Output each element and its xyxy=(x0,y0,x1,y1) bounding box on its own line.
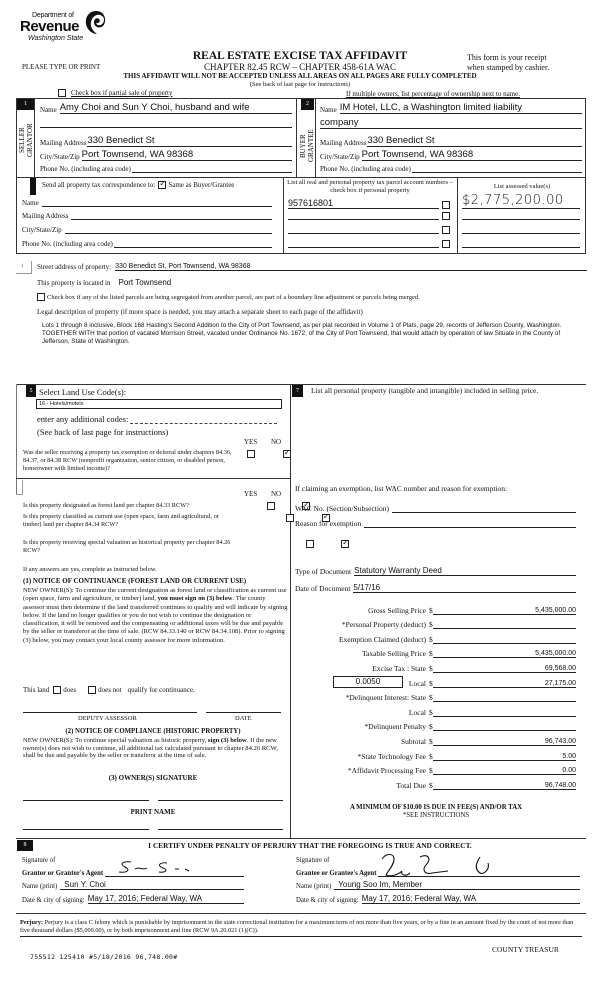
notice2-text-part-a: NEW OWNER(S): To continue special valuation as historic property, xyxy=(23,737,208,744)
if-yes-note: If any answers are yes, complete as instructed below. xyxy=(23,566,157,573)
deputy-assessor-signature-line[interactable] xyxy=(23,712,197,713)
perjury-text: Perjury is a class C felony which is punishable by imprisonment in the state correctional institution for a maximum term of not more than five years, or by a fine in an amount fixed by the court of not more than five thousand dollars ($5,000.00), or by both imprisonment and fine (RCW 9A.20.021 (1)(C)). xyxy=(20,919,574,934)
tax-row-excise-local xyxy=(300,673,576,688)
grantee-signature-label-2: Grantee or Grantee's Agent xyxy=(296,870,377,877)
section-4-marker xyxy=(16,261,32,274)
wac-label: WAC No. (Section/Subsection) xyxy=(295,504,389,513)
land-use-see-back: (See back of last page for instructions) xyxy=(37,427,169,437)
grantor-signature-row xyxy=(22,865,244,877)
tax-row-delinquent-interest-local xyxy=(300,702,576,717)
owner-signature-line-2[interactable] xyxy=(158,800,283,801)
corr-address-row xyxy=(22,212,272,220)
tax-row-total-due xyxy=(300,775,576,790)
buyer-label: BUYER xyxy=(299,134,307,158)
tax-row-value[interactable] xyxy=(433,620,576,629)
notice1-text-part-b: . The county assessor must then determine if the land transferred continues to qualify and will indicate by signing below. If the land no longer qualifies or you do not wish to continue the designation or classification, it will be removed and the compensating or additional taxes will be due and payable by the seller or transferor at the time of sale. (RCW 84.33.140 or RCW 84.34.108). Prior to signing (3) below, you may contact your local county assessor for more information. xyxy=(23,595,288,644)
section-8-number: 8 xyxy=(17,840,33,851)
tax-row-value[interactable]: 5,435,000.00 xyxy=(433,607,576,615)
deputy-assessor-label: DEPUTY ASSESSOR xyxy=(78,715,137,722)
correspondence-divider-1 xyxy=(283,178,284,254)
dor-logo xyxy=(20,10,100,52)
tax-row-value[interactable] xyxy=(433,693,576,702)
section-1-number: 1 xyxy=(17,99,34,110)
personal-property-checkbox[interactable] xyxy=(442,201,450,209)
dor-swirl-icon xyxy=(84,10,106,36)
buyer-name-row xyxy=(320,102,582,114)
legal-description-field[interactable]: Lots 1 through 8 inclusive, Block 168 Hasting's Second Addition to the City of Port Townsend, as per plat recorded in Volume 1 of Plats, page 29, records of Jefferson County, Washington. TOGETHER WITH that portion of vacated Morrison Street, vacated under Ordinance No. 1672, of the City of Port Townsend, that would attach by operation of law Situate in the County of Jefferson, State of Washington. xyxy=(42,322,562,345)
tax-row-value[interactable]: 96,748.00 xyxy=(433,782,576,790)
assessed-value-field[interactable] xyxy=(462,193,580,209)
seller-label: SELLER xyxy=(18,127,26,154)
document-date-row xyxy=(295,583,576,593)
grantee-date-label: Date & city of signing: xyxy=(296,897,359,904)
q1-no-checkbox[interactable] xyxy=(283,450,291,458)
tax-row-personal-property xyxy=(300,615,576,630)
tax-row-excise-state xyxy=(300,658,576,673)
exemption-reason-field[interactable] xyxy=(364,519,576,528)
corr-phone-field[interactable] xyxy=(114,240,272,248)
dollar-sign: $ xyxy=(429,663,433,673)
wac-field[interactable] xyxy=(392,504,576,513)
does-label: does xyxy=(63,686,77,694)
grantee-name-field[interactable]: Young Soo Im, Member xyxy=(334,880,580,890)
owner-signature-label: (3) OWNER(S) SIGNATURE xyxy=(108,774,198,782)
tax-row-label: Excise Tax : State xyxy=(372,663,426,673)
land-use-select-label: Select Land Use Code(s): xyxy=(39,387,127,397)
dollar-sign: $ xyxy=(429,620,433,630)
certification-title: I CERTIFY UNDER PENALTY OF PERJURY THAT THE FOREGOING IS TRUE AND CORRECT. xyxy=(148,842,472,850)
grantor-name-row xyxy=(22,880,244,890)
section-8-top-border xyxy=(16,838,586,839)
q1-yes-header: YES xyxy=(244,438,258,446)
grantor-date-field[interactable]: May 17, 2016; Federal Way, WA xyxy=(88,894,244,904)
grantee-signature-field[interactable] xyxy=(378,865,580,877)
this-land-label: This land xyxy=(23,686,50,694)
notice-continuance-title: (1) NOTICE OF CONTINUANCE (FOREST LAND OR CURRENT USE) xyxy=(23,577,247,585)
partial-sale-row xyxy=(58,89,172,97)
tax-row-label: *Personal Property (deduct) xyxy=(341,620,426,630)
parcel-header: List all real and personal property tax parcel account numbers – check box if personal property xyxy=(287,179,453,194)
street-address-label: Street address of property: xyxy=(37,263,112,271)
tax-row-label: *Affidavit Processing Fee xyxy=(347,766,426,776)
forest-question-1: Is this property designated as forest land per chapter 84.33 RCW? xyxy=(23,502,189,509)
seller-address-row xyxy=(40,135,292,147)
assessed-value-field[interactable] xyxy=(462,247,580,248)
tax-row-label: *Delinquent Penalty xyxy=(364,722,426,732)
notice2-bold: sign (3) below xyxy=(207,737,247,744)
seller-name-label: Name xyxy=(40,106,57,114)
grantor-name-label: Name (print) xyxy=(22,883,58,890)
perjury-label: Perjury: xyxy=(20,919,44,926)
forest-no-header: NO xyxy=(271,490,282,498)
dollar-sign: $ xyxy=(429,678,433,688)
local-rate-field[interactable]: 0.0050 xyxy=(333,676,403,688)
tax-row-taxable-selling-price xyxy=(300,644,576,659)
forest-q2-yes-checkbox[interactable] xyxy=(286,514,294,522)
parcel-number-field[interactable] xyxy=(288,239,439,248)
does-checkbox[interactable] xyxy=(53,686,61,694)
dollar-sign: $ xyxy=(429,751,433,761)
parcel-number-field[interactable]: 957616801 xyxy=(288,198,439,209)
notice1-text-part-a: NEW OWNER(S): To continue the current designation as forest land or classification as current use (open space, farm and agriculture, or timber) land, xyxy=(23,587,287,603)
buyer-address-field[interactable]: 330 Benedict St xyxy=(367,135,582,147)
partial-sale-label: Check box if partial sale of property xyxy=(71,89,173,97)
tax-row-value[interactable]: 5,435,000.00 xyxy=(433,650,576,658)
parcel-row xyxy=(288,211,450,220)
see-back-note: (See back of last page for instructions) xyxy=(249,81,351,88)
dollar-sign: $ xyxy=(429,693,433,703)
completion-warning: THIS AFFIDAVIT WILL NOT BE ACCEPTED UNLESS ALL AREAS ON ALL PAGES ARE FULLY COMPLETED xyxy=(123,72,477,80)
street-address-field[interactable]: 330 Benedict St, Port Townsend, WA 98368 xyxy=(115,263,587,271)
notice2-text-part-b: . If the new owner(s) does not wish to continue, all additional tax calculated pursuant to chapter 84.26 RCW, shall be due and payable by the seller or transferor at the time of sale. xyxy=(23,737,278,759)
q1-yes-checkbox[interactable] xyxy=(247,450,255,458)
section-4-number: 4 xyxy=(21,264,24,269)
buyer-name-field-2[interactable]: company xyxy=(320,117,582,129)
please-type-note: PLEASE TYPE OR PRINT xyxy=(22,63,101,71)
grantor-name-field[interactable]: Sun Y. Choi xyxy=(60,880,244,890)
seller-phone-label: Phone No. (including area code) xyxy=(40,165,131,173)
dollar-sign: $ xyxy=(429,766,433,776)
section-7-number: 7 xyxy=(292,385,303,397)
tax-row-technology-fee xyxy=(300,746,576,761)
grantor-date-label: Date & city of signing: xyxy=(22,897,85,904)
seller-address-label: Mailing Address xyxy=(40,139,87,147)
tax-row-label: Gross Selling Price xyxy=(368,605,426,615)
logo-dept-text: Department of xyxy=(32,12,74,19)
same-as-buyer-label: Same as Buyer/Grantee xyxy=(168,181,235,189)
notice-compliance-text xyxy=(23,737,288,760)
grantee-date-field[interactable]: May 17, 2016; Federal Way, WA xyxy=(362,894,580,904)
grantee-label: GRANTEE xyxy=(307,129,315,163)
assessed-value-field[interactable] xyxy=(462,233,580,234)
corr-address-field[interactable] xyxy=(71,212,272,220)
grantee-signature-label-1: Signature of xyxy=(296,857,330,864)
buyer-phone-label: Phone No. (including area code) xyxy=(320,165,411,173)
section-3-number: 3 xyxy=(30,178,36,195)
tax-row-label: Local xyxy=(408,678,426,688)
form-subtitle: CHAPTER 82.45 RCW – CHAPTER 458-61A WAC xyxy=(204,62,396,72)
tax-table xyxy=(300,600,576,790)
buyer-phone-field[interactable] xyxy=(412,164,582,173)
parcel-row xyxy=(288,239,450,248)
does-not-checkbox[interactable] xyxy=(88,686,96,694)
seller-name-field[interactable]: Amy Choi and Sun Y Choi, husband and wife xyxy=(60,102,292,114)
exemption-reason-label: Reason for exemption xyxy=(295,519,362,528)
grantee-signature-row xyxy=(296,865,580,877)
print-name-line-1[interactable] xyxy=(23,829,149,830)
footer-top-border xyxy=(16,913,586,914)
tax-row-value[interactable]: 27,175.00 xyxy=(433,680,576,688)
tax-row-label: Total Due xyxy=(396,780,426,790)
tax-row-exemption-claimed xyxy=(300,629,576,644)
grantor-signature-scribble-icon xyxy=(113,859,203,877)
local-rate-wrap xyxy=(300,676,426,688)
forest-q3-yes-checkbox[interactable] xyxy=(306,540,314,548)
cashier-stamp: 755512 125410 #5/18/2016 96,748.00# xyxy=(30,953,178,961)
tax-row-label: *Delinquent Interest: State xyxy=(345,693,426,703)
tax-row-value[interactable]: 96,743.00 xyxy=(433,738,576,746)
document-type-row xyxy=(295,566,576,576)
seller-city-row xyxy=(40,149,292,161)
grantor-signature-label-1: Signature of xyxy=(22,857,56,864)
buyer-city-label: City/State/Zip xyxy=(320,153,360,161)
additional-codes-field[interactable] xyxy=(130,415,277,424)
partial-sale-checkbox[interactable] xyxy=(58,89,66,97)
assessed-value-handwritten: $2,775,200.00 xyxy=(462,193,564,208)
exemption-reason-row xyxy=(295,519,576,528)
buyer-phone-row xyxy=(320,164,582,173)
tax-row-label: Exemption Claimed (deduct) xyxy=(338,634,426,644)
corr-name-field[interactable] xyxy=(42,199,272,207)
see-instructions-note: *SEE INSTRUCTIONS xyxy=(402,812,470,819)
tax-row-delinquent-interest-state xyxy=(300,688,576,703)
owner-signature-line-1[interactable] xyxy=(23,800,149,801)
logo-revenue-text: Revenue xyxy=(20,18,80,35)
legal-description-label: Legal description of property (if more space is needed, you may attach a separate sheet to each page of the affidavit) xyxy=(37,308,363,316)
personal-property-checkbox[interactable] xyxy=(442,212,450,220)
tax-row-processing-fee xyxy=(300,761,576,776)
seller-city-label: City/State/Zip xyxy=(40,153,80,161)
correspondence-divider-2 xyxy=(457,178,458,254)
buyer-name-label: Name xyxy=(320,106,337,114)
tax-row-gross-selling-price xyxy=(300,600,576,615)
assessed-value-field[interactable] xyxy=(462,219,580,220)
corr-city-field[interactable] xyxy=(65,226,272,234)
notice-continuance-text xyxy=(23,587,288,645)
buyer-city-field[interactable]: Port Townsend, WA 98368 xyxy=(362,149,582,161)
notice-compliance-title: (2) NOTICE OF COMPLIANCE (HISTORIC PROPERTY) xyxy=(65,728,241,735)
land-use-code-field[interactable]: 16 - Hotels/motels xyxy=(36,399,282,409)
wac-row xyxy=(295,504,576,513)
located-in-row xyxy=(37,278,171,287)
parcel-row xyxy=(288,198,450,209)
parties-divider xyxy=(296,98,297,178)
forest-q3-no-checkbox[interactable] xyxy=(341,540,349,548)
section-6-top-border xyxy=(16,478,290,479)
date-label: DATE xyxy=(235,715,252,722)
document-date-field[interactable]: 5/17/16 xyxy=(353,583,576,593)
dollar-sign: $ xyxy=(429,736,433,746)
corr-phone-row xyxy=(22,240,272,248)
notice1-bold: you must sign on (3) below xyxy=(157,595,233,603)
segregated-label: Check box if any of the listed parcels are being segregated from another parcel, are part of a boundary line adjustment or parcels being merged. xyxy=(47,294,420,301)
seller-phone-row xyxy=(40,164,292,173)
tax-row-value[interactable]: 0.00 xyxy=(433,767,576,775)
grantor-date-row xyxy=(22,894,244,904)
section-6-marker xyxy=(16,480,23,495)
additional-codes-label: enter any additional codes: xyxy=(37,414,129,424)
corr-phone-label: Phone No. (including area code) xyxy=(22,240,113,248)
personal-property-field[interactable] xyxy=(300,410,580,470)
tax-row-delinquent-penalty xyxy=(300,717,576,732)
document-type-field[interactable]: Statutory Warranty Deed xyxy=(354,566,576,576)
does-not-label: does not xyxy=(98,686,122,694)
located-in-label: This property is located in xyxy=(37,279,111,287)
buyer-name-field[interactable]: IM Hotel, LLC, a Washington limited liability xyxy=(340,102,582,114)
section-2-number: 2 xyxy=(301,99,314,110)
personal-property-checkbox[interactable] xyxy=(442,240,450,248)
same-as-buyer-checkbox[interactable] xyxy=(158,181,166,189)
assessor-date-line[interactable] xyxy=(206,712,281,713)
buyer-address-row xyxy=(320,135,582,147)
buyer-grantee-label xyxy=(299,125,315,167)
tax-row-label: Taxable Selling Price xyxy=(361,649,426,659)
forest-yes-header: YES xyxy=(244,490,258,498)
personal-property-checkbox[interactable] xyxy=(442,226,450,234)
q1-no-header: NO xyxy=(271,438,282,446)
forest-question-2: Is this property classified as current use (open space, farm and agricultural, or timber) land per chapter 84.34 RCW? xyxy=(23,513,219,528)
tax-row-label: Subtotal xyxy=(400,736,426,746)
seller-city-field[interactable]: Port Townsend, WA 98368 xyxy=(82,149,292,161)
corr-name-row xyxy=(22,199,272,207)
tax-row-value[interactable]: 5.00 xyxy=(433,753,576,761)
seller-name-line-2[interactable] xyxy=(40,127,292,128)
grantee-name-label: Name (print) xyxy=(296,883,332,890)
seller-side-border xyxy=(34,99,35,177)
print-name-line-2[interactable] xyxy=(158,829,283,830)
qualify-label: qualify for continuance. xyxy=(127,686,195,694)
document-type-label: Type of Document xyxy=(295,567,352,576)
additional-codes-row xyxy=(37,414,277,424)
grantor-label: GRANTOR xyxy=(26,123,34,158)
personal-property-label: List all personal property (tangible and intangible) included in selling price. xyxy=(311,386,539,395)
buyer-city-row xyxy=(320,149,582,161)
dollar-sign: $ xyxy=(429,722,433,732)
grantee-name-row xyxy=(296,880,580,890)
seller-phone-field[interactable] xyxy=(132,164,292,173)
grantor-signature-label-2: Grantor or Grantor's Agent xyxy=(22,870,104,877)
segregated-checkbox[interactable] xyxy=(37,293,45,301)
document-date-label: Date of Document xyxy=(295,584,351,593)
grantee-date-row xyxy=(296,894,580,904)
multiple-owners-note: If multiple owners, list percentage of ownership next to name. xyxy=(346,90,520,98)
assessed-header: List assessed value(s) xyxy=(493,183,551,190)
tax-row-label: *State Technology Fee xyxy=(357,751,426,761)
buyer-address-label: Mailing Address xyxy=(320,139,367,147)
q1-exemption-question: Was the seller receiving a property tax exemption or deferral under chapters 84.36, 84.37, or 84.38 RCW (nonprofit organization, senior citizen, or disabled person, homeowner with limited income)? xyxy=(23,449,232,472)
seller-address-field[interactable]: 330 Benedict St xyxy=(87,135,292,147)
parcel-number-field[interactable] xyxy=(288,225,439,234)
tax-row-subtotal xyxy=(300,731,576,746)
tax-row-value[interactable] xyxy=(433,722,576,731)
dollar-sign: $ xyxy=(429,634,433,644)
minimum-due-note: A MINIMUM OF $10.00 IS DUE IN FEE(S) AND/OR TAX xyxy=(349,804,523,811)
continuance-choice-row xyxy=(23,686,195,694)
parcel-number-field[interactable] xyxy=(288,211,439,220)
seller-grantor-label xyxy=(18,118,34,163)
receipt-note-1: This form is your receipt xyxy=(467,53,547,62)
county-treasurer-stamp: COUNTY TREASUR xyxy=(492,945,559,954)
dollar-sign: $ xyxy=(429,649,433,659)
corr-name-label: Name xyxy=(22,199,39,207)
dollar-sign: $ xyxy=(429,780,433,790)
forest-q1-yes-checkbox[interactable] xyxy=(267,502,275,510)
form-title: REAL ESTATE EXCISE TAX AFFIDAVIT xyxy=(192,50,408,62)
send-correspondence-label: Send all property tax correspondence to: xyxy=(42,181,156,189)
tax-row-value[interactable]: 69,568.00 xyxy=(433,665,576,673)
exemption-note: If claiming an exemption, list WAC number and reason for exemption: xyxy=(295,484,508,493)
buyer-side-border xyxy=(315,99,316,177)
tax-row-value[interactable] xyxy=(433,635,576,644)
dollar-sign: $ xyxy=(429,605,433,615)
corr-address-label: Mailing Address xyxy=(22,212,69,220)
street-address-row xyxy=(37,263,587,271)
forest-question-3: Is this property receiving special valuation as historical property per chapter 84.26 RCW? xyxy=(23,539,231,554)
tax-row-label: Local xyxy=(408,707,426,717)
logo-state-text: Washington State xyxy=(28,35,84,42)
print-name-label: PRINT NAME xyxy=(130,808,176,816)
grantee-signature-scribble-icon xyxy=(380,849,530,881)
send-correspondence-row xyxy=(42,181,234,189)
perjury-notice xyxy=(20,919,582,937)
parcel-row xyxy=(288,225,450,234)
grantor-signature-field[interactable] xyxy=(105,865,244,877)
corr-city-label: City/State/Zip xyxy=(22,226,62,234)
corr-city-row xyxy=(22,226,272,234)
receipt-note-2: when stamped by cashier. xyxy=(467,63,550,72)
section-5-number: 5 xyxy=(26,385,36,397)
seller-name-row xyxy=(40,102,292,114)
located-in-field[interactable]: Port Townsend xyxy=(118,278,172,287)
dollar-sign: $ xyxy=(429,707,433,717)
tax-row-value[interactable] xyxy=(433,708,576,717)
segregated-row xyxy=(37,293,420,301)
